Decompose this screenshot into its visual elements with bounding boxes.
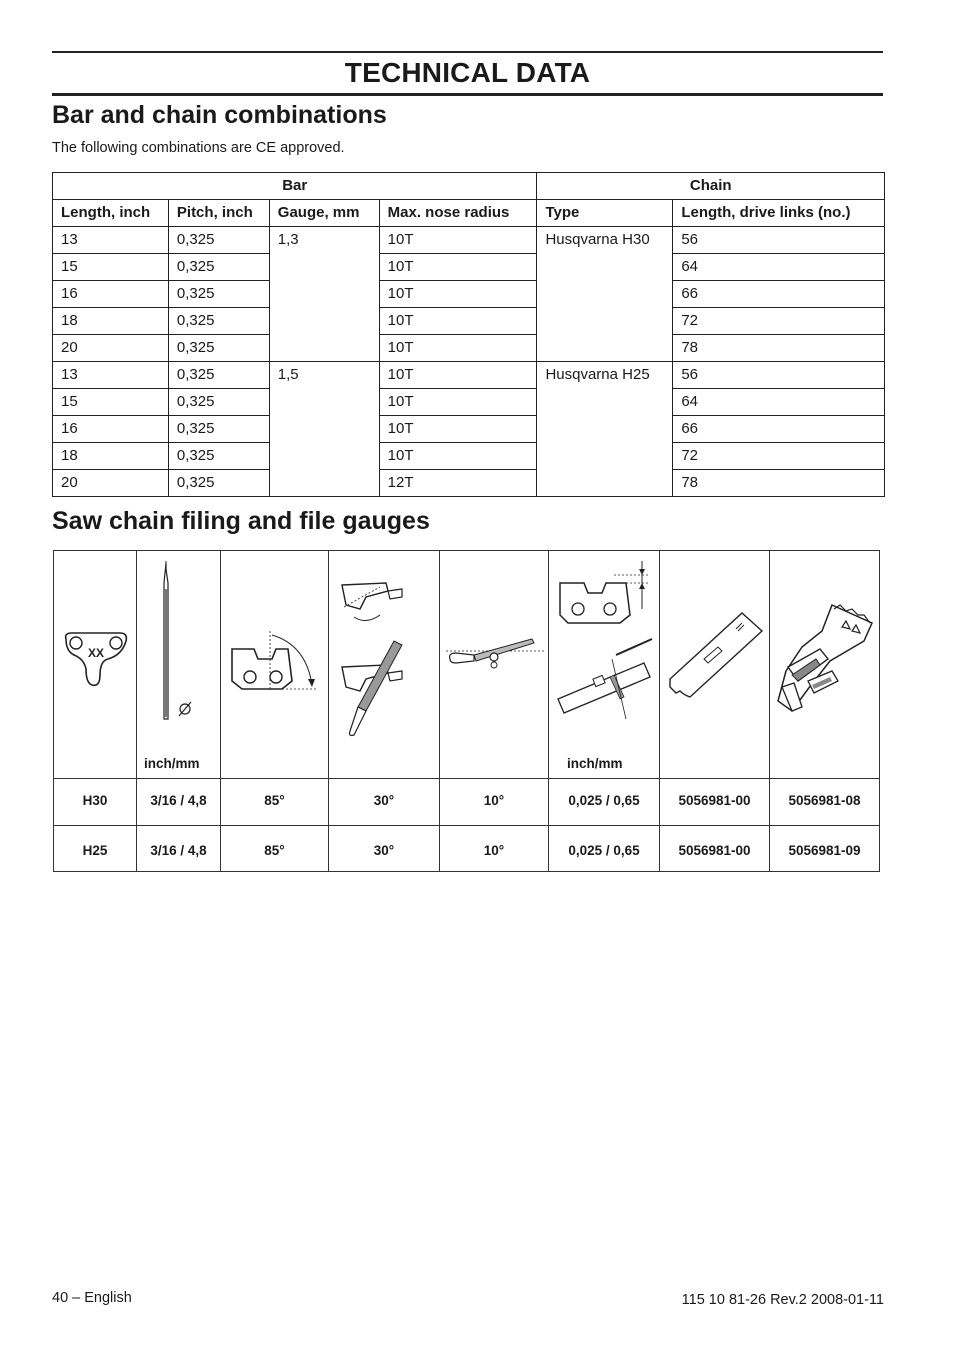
table-row xyxy=(53,227,885,254)
cell-drive-links: 72 xyxy=(673,443,885,470)
top-plate-angle: 85° xyxy=(264,843,285,858)
file-gauge-part-number: 5056981-08 xyxy=(788,793,861,808)
depth-setting: 0,025 / 0,65 xyxy=(568,793,640,808)
column-divider xyxy=(220,551,221,871)
depth-gauge-part-number: 5056981-00 xyxy=(678,843,751,858)
cell-drive-links: 66 xyxy=(673,416,885,443)
column-divider xyxy=(328,551,329,871)
footer-page-number: 40 – English xyxy=(52,1290,132,1306)
cell-length: 15 xyxy=(53,254,169,281)
cell-drive-links: 72 xyxy=(673,308,885,335)
cell-pitch: 0,325 xyxy=(168,362,269,389)
round-file-icon xyxy=(152,559,202,724)
page-title: TECHNICAL DATA xyxy=(344,57,591,88)
cell-drive-links: 56 xyxy=(673,227,885,254)
file-gauge-table xyxy=(53,550,880,872)
chain-link-marking-icon xyxy=(60,629,132,691)
depth-unit-label: inch/mm xyxy=(567,756,623,771)
chain-mark-label: XX xyxy=(87,646,105,660)
column-header: Length, drive links (no.) xyxy=(673,200,885,227)
column-header: Length, inch xyxy=(53,200,169,227)
cell-nose-radius: 10T xyxy=(379,254,537,281)
cell-length: 16 xyxy=(53,416,169,443)
cell-length: 18 xyxy=(53,308,169,335)
cell-pitch: 0,325 xyxy=(168,443,269,470)
cell-pitch: 0,325 xyxy=(168,470,269,497)
cell-nose-radius: 10T xyxy=(379,308,537,335)
file-angle: 30° xyxy=(373,843,395,858)
row-divider xyxy=(54,778,879,779)
cell-drive-links: 66 xyxy=(673,281,885,308)
table-row xyxy=(53,389,885,416)
section-intro: The following combinations are CE approved. xyxy=(52,140,345,156)
cell-nose-radius: 10T xyxy=(379,281,537,308)
cell-length: 20 xyxy=(53,470,169,497)
column-divider xyxy=(548,551,549,871)
group-header-bar: Bar xyxy=(53,173,537,200)
table-row xyxy=(53,254,885,281)
table-row xyxy=(53,362,885,389)
cell-pitch: 0,325 xyxy=(168,308,269,335)
file-diameter: 3/16 / 4,8 xyxy=(150,843,207,858)
row-divider xyxy=(54,825,879,826)
section-title-filing: Saw chain filing and file gauges xyxy=(52,507,430,535)
header-rule-bottom xyxy=(52,93,883,96)
cell-length: 13 xyxy=(53,227,169,254)
column-header: Type xyxy=(537,200,673,227)
cell-length: 18 xyxy=(53,443,169,470)
table-row xyxy=(53,416,885,443)
column-divider xyxy=(769,551,770,871)
depth-gauge-setting-icon xyxy=(554,559,658,729)
column-divider xyxy=(659,551,660,871)
chain-model: H25 xyxy=(82,843,108,858)
cell-length: 20 xyxy=(53,335,169,362)
cell-pitch: 0,325 xyxy=(168,281,269,308)
table-row xyxy=(53,281,885,308)
cell-pitch: 0,325 xyxy=(168,416,269,443)
holder-angle: 10° xyxy=(483,843,505,858)
depth-gauge-part-number: 5056981-00 xyxy=(678,793,751,808)
cell-nose-radius: 10T xyxy=(379,389,537,416)
cell-pitch: 0,325 xyxy=(168,254,269,281)
column-divider xyxy=(136,551,137,871)
file-angle: 30° xyxy=(373,793,395,808)
cell-nose-radius: 10T xyxy=(379,227,537,254)
group-header-chain: Chain xyxy=(537,173,885,200)
cell-pitch: 0,325 xyxy=(168,335,269,362)
cell-length: 13 xyxy=(53,362,169,389)
cell-drive-links: 64 xyxy=(673,389,885,416)
cell-nose-radius: 10T xyxy=(379,416,537,443)
cell-gauge: 1,3 xyxy=(269,227,379,362)
bar-chain-table xyxy=(52,172,885,497)
cell-pitch: 0,325 xyxy=(168,227,269,254)
holder-angle: 10° xyxy=(483,793,505,808)
chain-model: H30 xyxy=(82,793,108,808)
cell-drive-links: 78 xyxy=(673,470,885,497)
cell-gauge: 1,5 xyxy=(269,362,379,497)
header-rule-top xyxy=(52,51,883,53)
file-holder-icon xyxy=(444,629,548,679)
depth-setting: 0,025 / 0,65 xyxy=(568,843,640,858)
column-divider xyxy=(439,551,440,871)
cell-length: 15 xyxy=(53,389,169,416)
cell-chain-type: Husqvarna H25 xyxy=(537,362,673,497)
table-row xyxy=(53,335,885,362)
cell-drive-links: 64 xyxy=(673,254,885,281)
top-plate-angle: 85° xyxy=(264,793,285,808)
file-gauge-part-number: 5056981-09 xyxy=(788,843,861,858)
table-row xyxy=(53,443,885,470)
file-diameter: 3/16 / 4,8 xyxy=(150,793,207,808)
column-header: Max. nose radius xyxy=(379,200,537,227)
cell-drive-links: 78 xyxy=(673,335,885,362)
section-title-bar-chain: Bar and chain combinations xyxy=(52,101,387,129)
cell-chain-type: Husqvarna H30 xyxy=(537,227,673,362)
top-plate-angle-icon xyxy=(228,629,324,701)
file-gauge-tool-icon xyxy=(772,601,878,721)
cell-nose-radius: 12T xyxy=(379,470,537,497)
column-header: Pitch, inch xyxy=(168,200,269,227)
table-row xyxy=(53,470,885,497)
cell-pitch: 0,325 xyxy=(168,389,269,416)
cell-drive-links: 56 xyxy=(673,362,885,389)
file-angle-icon xyxy=(336,573,436,745)
footer-document-revision: 115 10 81-26 Rev.2 2008-01-11 xyxy=(681,1292,884,1308)
depth-gauge-tool-icon xyxy=(666,609,766,699)
file-unit-label: inch/mm xyxy=(144,756,200,771)
cell-nose-radius: 10T xyxy=(379,443,537,470)
cell-nose-radius: 10T xyxy=(379,335,537,362)
cell-length: 16 xyxy=(53,281,169,308)
table-row xyxy=(53,308,885,335)
cell-nose-radius: 10T xyxy=(379,362,537,389)
column-header: Gauge, mm xyxy=(269,200,379,227)
